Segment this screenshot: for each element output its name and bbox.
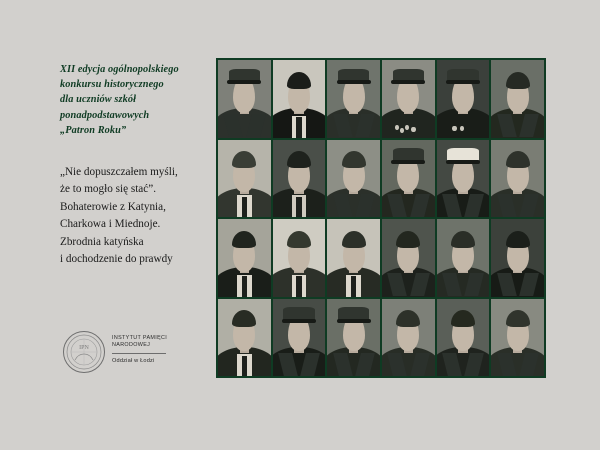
institute-logo-text — [112, 330, 167, 364]
subtitle-line: „Nie dopuszczałem myśli, — [60, 166, 178, 179]
portrait-cell — [218, 219, 271, 297]
portrait-cell — [437, 219, 490, 297]
subtitle-line: Zbrodnia katyńska — [60, 235, 144, 248]
portrait-grid — [216, 58, 546, 378]
title-line: „Patron Roku” — [60, 124, 127, 136]
portrait-cell — [327, 60, 380, 138]
portrait-cell — [218, 140, 271, 218]
portrait-cell — [273, 60, 326, 138]
portrait-cell — [382, 219, 435, 297]
logo-divider — [112, 353, 166, 354]
institute-logo — [62, 330, 167, 374]
institute-name-line2: NARODOWEJ — [112, 342, 151, 349]
portrait-cell — [273, 299, 326, 377]
portrait-cell — [491, 60, 544, 138]
portrait-cell — [437, 299, 490, 377]
portrait-cell — [382, 140, 435, 218]
title-line: dla uczniów szkół — [60, 94, 137, 106]
title-line: XII edycja ogólnopolskiego — [60, 64, 179, 75]
institute-name-line1: INSTYTUT PAMIĘCI — [112, 335, 168, 341]
subtitle-line: Charkowa i Miednoje. — [60, 218, 161, 231]
portrait-cell — [437, 60, 490, 138]
portrait-cell — [491, 140, 544, 218]
subtitle-line: i dochodzenie do prawdy — [60, 253, 173, 266]
portrait-cell — [327, 219, 380, 297]
portrait-cell — [327, 140, 380, 218]
portrait-cell — [491, 299, 544, 377]
text-column — [60, 62, 210, 268]
portrait-cell — [273, 219, 326, 297]
title-line: konkursu historycznego — [60, 79, 164, 91]
portrait-cell — [218, 60, 271, 138]
subtitle-line: Bohaterowie z Katynia, — [60, 200, 166, 213]
competition-subject — [60, 164, 210, 268]
competition-title — [60, 62, 210, 138]
portrait-cell — [273, 140, 326, 218]
portrait-cell — [382, 299, 435, 377]
portrait-cell — [491, 219, 544, 297]
subtitle-line: że to mogło się stać”. — [60, 183, 156, 196]
portrait-cell — [437, 140, 490, 218]
portrait-cell — [382, 60, 435, 138]
svg-text:IPN: IPN — [79, 345, 89, 351]
ipn-seal-icon — [62, 330, 106, 374]
institute-branch: Oddział w Łodzi — [112, 358, 155, 365]
portrait-cell — [218, 299, 271, 377]
portrait-cell — [327, 299, 380, 377]
title-line: ponadpodstawowych — [60, 109, 150, 121]
